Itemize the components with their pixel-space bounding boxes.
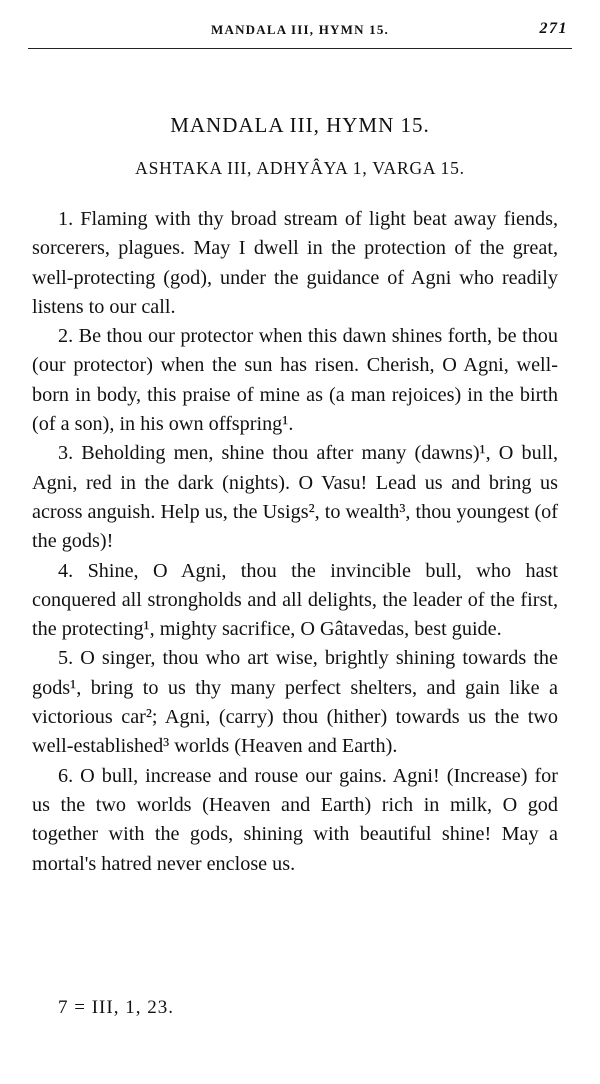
running-title: MANDALA III, HYMN 15. xyxy=(211,22,389,37)
running-header xyxy=(28,18,572,49)
verse-6: 6. O bull, increase and rouse our gains. Agni! (Increase) for us the two worlds (Heaven and Earth) rich in milk, O god together with the gods, shining with beautiful shine! May a mortal's hatred never enclose us. xyxy=(32,764,558,875)
hymn-body xyxy=(32,205,558,879)
verse-1: 1. Flaming with thy broad stream of light beat away fiends, sorcerers, plagues. May I dwell in the protection of the great, well-protecting (god), under the guidance of Agni who readily listens to our call. xyxy=(32,208,558,318)
hymn-title: MANDALA III, HYMN 15. xyxy=(170,113,430,137)
page-number: 271 xyxy=(539,20,568,37)
verse-5: 5. O singer, thou who art wise, brightly shining towards the gods¹, bring to us thy many perfect shelters, and gain like a victorious car²; Agni, (carry) thou (hither) towards us the two well-established³ worlds (Heaven and Earth). xyxy=(32,647,558,758)
verse-3: 3. Beholding men, shine thou after many (dawns)¹, O bull, Agni, red in the dark (nights). O Vasu! Lead us and bring us across anguish. Help us, the Usigs², to wealth³, thou youngest (of the gods)! xyxy=(32,442,558,553)
hymn-subtitle: ASHTAKA III, ADHYÂYA 1, VARGA 15. xyxy=(135,158,465,178)
footnote: 7 = III, 1, 23. xyxy=(58,997,174,1018)
verse-2: 2. Be thou our protector when this dawn shines forth, be thou (our protector) when the sun has risen. Cherish, O Agni, well-born in body, this praise of mine as (a man rejoices) in the birth (of a son), in his own offspring¹. xyxy=(32,325,558,436)
verse-4: 4. Shine, O Agni, thou the invincible bull, who hast conquered all strongholds and all delights, the leader of the first, the protecting¹, mighty sacrifice, O Gâtavedas, best guide. xyxy=(32,559,558,641)
